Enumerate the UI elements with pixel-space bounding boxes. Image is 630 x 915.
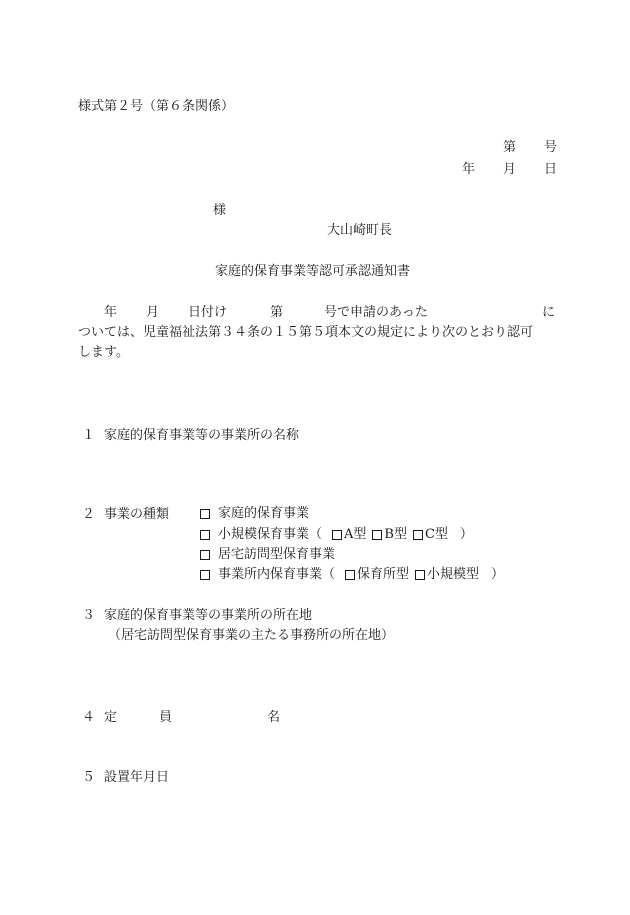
- option-kyotaku: [200, 548, 335, 561]
- checkbox-shokibo[interactable]: [200, 530, 210, 540]
- date-tsuki: 月: [503, 162, 517, 177]
- checkbox-hoikusho[interactable]: [345, 570, 355, 580]
- item4-number: ４: [82, 710, 96, 725]
- checkbox-jigyoshonai[interactable]: [200, 570, 210, 580]
- checkbox-kateiteki[interactable]: [200, 509, 210, 519]
- item3-label: 家庭的保育事業等の事業所の所在地: [104, 608, 313, 623]
- date-nen: 年: [462, 162, 476, 177]
- option-shokibo-close: ）: [459, 527, 473, 542]
- option-kateiteki-label: 家庭的保育事業: [218, 506, 310, 521]
- item1-number: １: [82, 428, 96, 443]
- item3-number: ３: [82, 608, 96, 623]
- number-dai: 第: [503, 140, 517, 155]
- body-hizuke: 日付け: [188, 305, 228, 320]
- suboption-b-type-label: B型: [384, 527, 407, 542]
- option-jigyoshonai-close: ）: [491, 567, 505, 582]
- suboption-a-type: [332, 528, 366, 541]
- item5-label: 設置年月日: [104, 770, 170, 785]
- body-nen: 年: [104, 305, 118, 320]
- body-line3: します。: [78, 345, 129, 360]
- date-hi: 日: [544, 162, 558, 177]
- suboption-a-type-label: A型: [344, 527, 367, 542]
- option-shokibo: [200, 528, 473, 541]
- option-kyotaku-label: 居宅訪問型保育事業: [218, 547, 336, 562]
- item2-number: ２: [82, 507, 96, 522]
- item4-label-b: 員: [159, 710, 173, 725]
- body-ni: に: [542, 305, 556, 320]
- checkbox-kyotaku[interactable]: [200, 550, 210, 560]
- item1-label: 家庭的保育事業等の事業所の名称: [104, 428, 300, 443]
- suboption-c-type-label: C型: [424, 527, 448, 542]
- item4-label-a: 定: [104, 710, 118, 725]
- body-line2: ついては、児童福祉法第３４条の１５第５項本文の規定により次のとおり認可: [78, 325, 534, 340]
- suboption-c-type: [413, 528, 448, 541]
- checkbox-c-type[interactable]: [413, 530, 423, 540]
- form-label: 様式第２号（第６条関係）: [78, 99, 235, 114]
- item4-unit: 名: [267, 710, 281, 725]
- option-shokibo-label: 小規模保育事業（: [218, 527, 323, 542]
- suboption-shokibo-gata: [415, 568, 479, 581]
- issuer: 大山崎町長: [327, 223, 393, 238]
- item3-note: （居宅訪問型保育事業の主たる事務所の所在地）: [108, 628, 395, 643]
- body-go: 号で申請のあった: [324, 305, 428, 320]
- addressee-suffix: 様: [213, 203, 227, 218]
- suboption-hoikusho-label: 保育所型: [357, 567, 410, 582]
- body-tsuki: 月: [146, 305, 160, 320]
- document-title: 家庭的保育事業等認可承認通知書: [215, 264, 411, 279]
- item5-number: ５: [82, 770, 96, 785]
- checkbox-shokibo-gata[interactable]: [415, 570, 425, 580]
- number-go: 号: [544, 140, 558, 155]
- suboption-shokibo-gata-label: 小規模型: [427, 567, 480, 582]
- option-jigyoshonai-label: 事業所内保育事業（: [218, 567, 336, 582]
- checkbox-a-type[interactable]: [332, 530, 342, 540]
- body-dai: 第: [270, 305, 284, 320]
- suboption-hoikusho: [345, 568, 409, 581]
- option-jigyoshonai: [200, 568, 504, 581]
- checkbox-b-type[interactable]: [372, 530, 382, 540]
- item2-label: 事業の種類: [104, 507, 170, 522]
- suboption-b-type: [372, 528, 407, 541]
- option-kateiteki: [200, 507, 309, 520]
